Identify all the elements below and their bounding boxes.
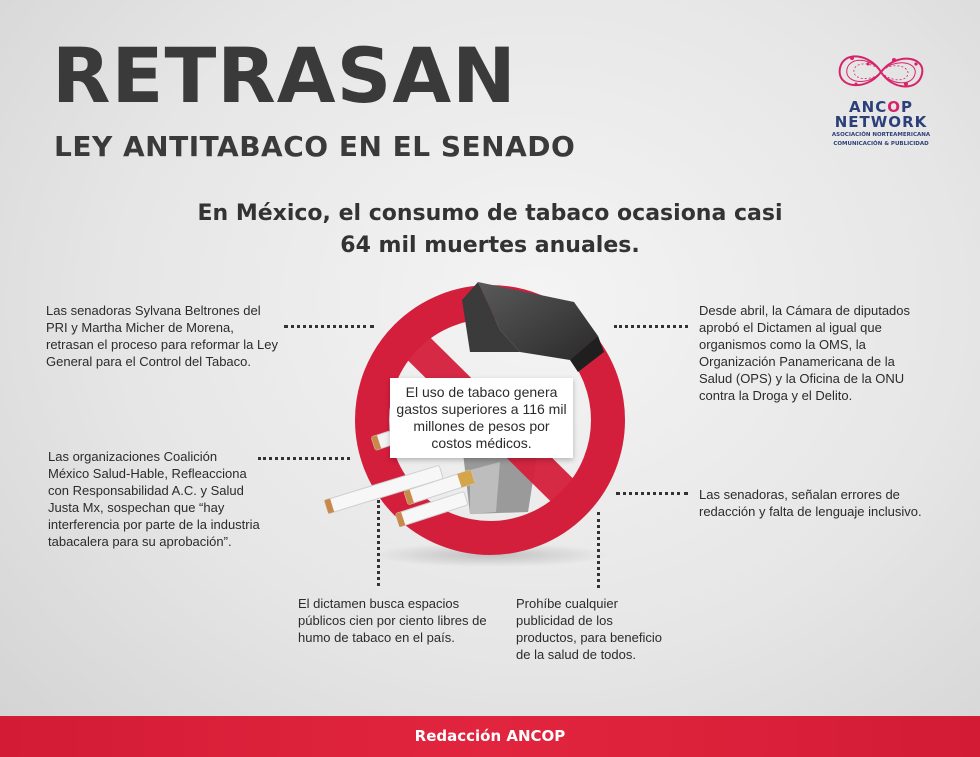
headline xyxy=(140,198,840,262)
infinity-logo-icon xyxy=(832,44,930,100)
note-top-right: Desde abril, la Cámara de diputados aprobó el Dictamen al igual que organismos como la OMS, la Organización Panamericana de la Salud (OPS) y la Oficina de la ONU contra la Droga y el Delito. xyxy=(699,303,911,403)
note-mid-right: Las senadoras, señalan errores de redacción y falta de lenguaje inclusivo. xyxy=(699,487,922,519)
page-title: RETRASAN xyxy=(52,31,517,120)
footer-credit: Redacción ANCOP xyxy=(414,727,566,745)
connector-mid-right xyxy=(616,492,688,495)
connector-bottom-right xyxy=(597,512,600,588)
center-stat-box: El uso de tabaco genera gastos superiores a 116 mil millones de pesos por costos médicos. xyxy=(390,378,573,458)
logo-name-line1: ANCOP xyxy=(849,98,913,116)
ancop-logo xyxy=(826,44,936,148)
headline-line-1: En México, el consumo de tabaco ocasiona casi xyxy=(197,201,783,226)
headline-line-2: 64 mil muertes anuales. xyxy=(340,233,640,258)
note-bottom-center-left: El dictamen busca espacios públicos cien por ciento libres de humo de tabaco en el país. xyxy=(298,596,487,645)
logo-name-line2: NETWORK xyxy=(834,113,928,131)
connector-bottom-left xyxy=(377,500,380,586)
connector-mid-left xyxy=(258,457,350,460)
page-subtitle: LEY ANTITABACO EN EL SENADO xyxy=(54,130,576,163)
logo-tagline-2: COMUNICACIÓN & PUBLICIDAD xyxy=(833,141,929,147)
connector-top-left xyxy=(284,325,374,328)
note-top-left: Las senadoras Sylvana Beltrones del PRI y Martha Micher de Morena, retrasan el proceso para reformar la Ley General para el Control del Tabaco. xyxy=(46,303,278,369)
connector-top-right xyxy=(614,325,688,328)
logo-tagline-1: ASOCIACIÓN NORTEAMERICANA xyxy=(831,132,931,138)
note-mid-left: Las organizaciones Coalición México Salud-Hable, Refleacciona con Responsabilidad A.C. y Salud Justa Mx, sospechan que “hay interferencia por parte de la industria tabacalera para su aprobación”. xyxy=(48,449,260,549)
footer-bar xyxy=(0,716,980,757)
note-bottom-center-right: Prohíbe cualquier publicidad de los productos, para beneficio de la salud de todos. xyxy=(516,596,662,662)
